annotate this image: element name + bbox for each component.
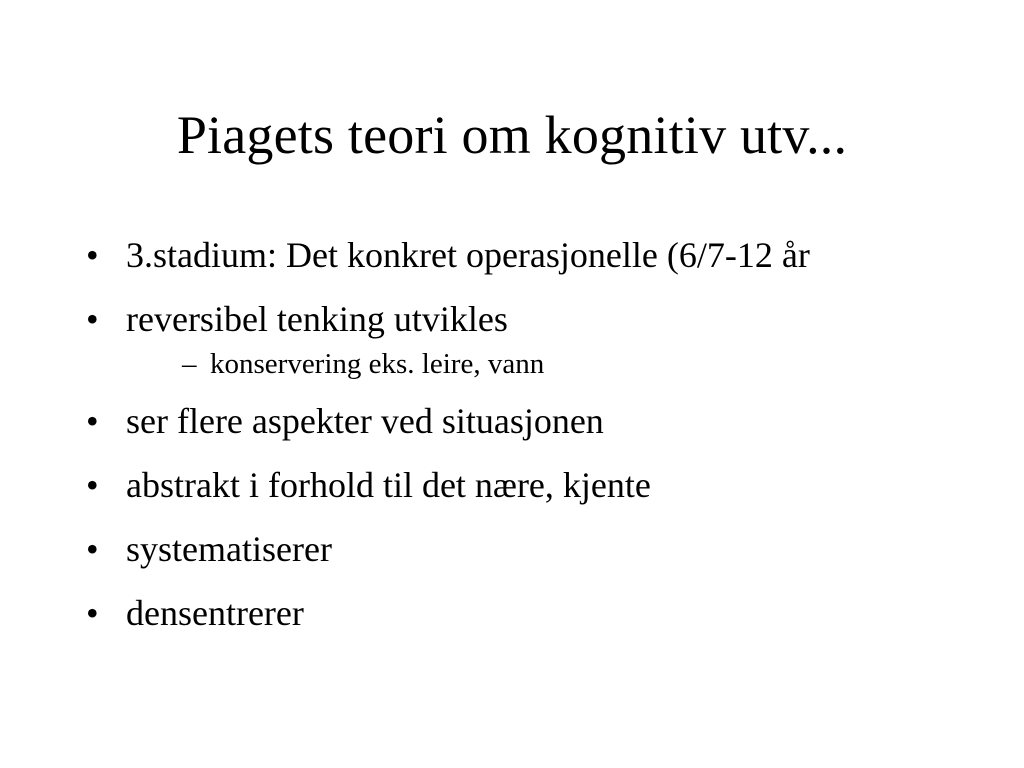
bullet-icon: • [86, 299, 99, 339]
bullet-item-4 [84, 460, 924, 510]
bullet-item-3 [84, 396, 924, 446]
bullet-icon: • [86, 529, 99, 569]
bullet-text: systematiserer [126, 529, 332, 569]
bullet-item-1 [84, 230, 924, 280]
bullet-icon: • [86, 401, 99, 441]
bullet-text: abstrakt i forhold til det nære, kjente [126, 465, 651, 505]
sub-bullet-item-1 [182, 344, 924, 384]
bullet-text: ser flere aspekter ved situasjonen [126, 401, 604, 441]
bullet-text: densentrerer [126, 593, 304, 633]
bullet-icon: • [86, 465, 99, 505]
bullet-item-5 [84, 524, 924, 574]
bullet-list [84, 230, 924, 652]
sub-bullet-text: konservering eks. leire, vann [210, 348, 545, 380]
bullet-text: reversibel tenking utvikles [126, 299, 508, 339]
bullet-item-6 [84, 588, 924, 638]
slide-title: Piagets teori om kognitiv utv... [176, 105, 848, 165]
bullet-icon: • [86, 235, 99, 275]
dash-icon: – [182, 348, 197, 380]
bullet-icon: • [86, 593, 99, 633]
bullet-text: 3.stadium: Det konkret operasjonelle (6/7-12 år [126, 235, 810, 275]
bullet-item-2 [84, 294, 924, 384]
sub-bullet-list [126, 344, 924, 384]
